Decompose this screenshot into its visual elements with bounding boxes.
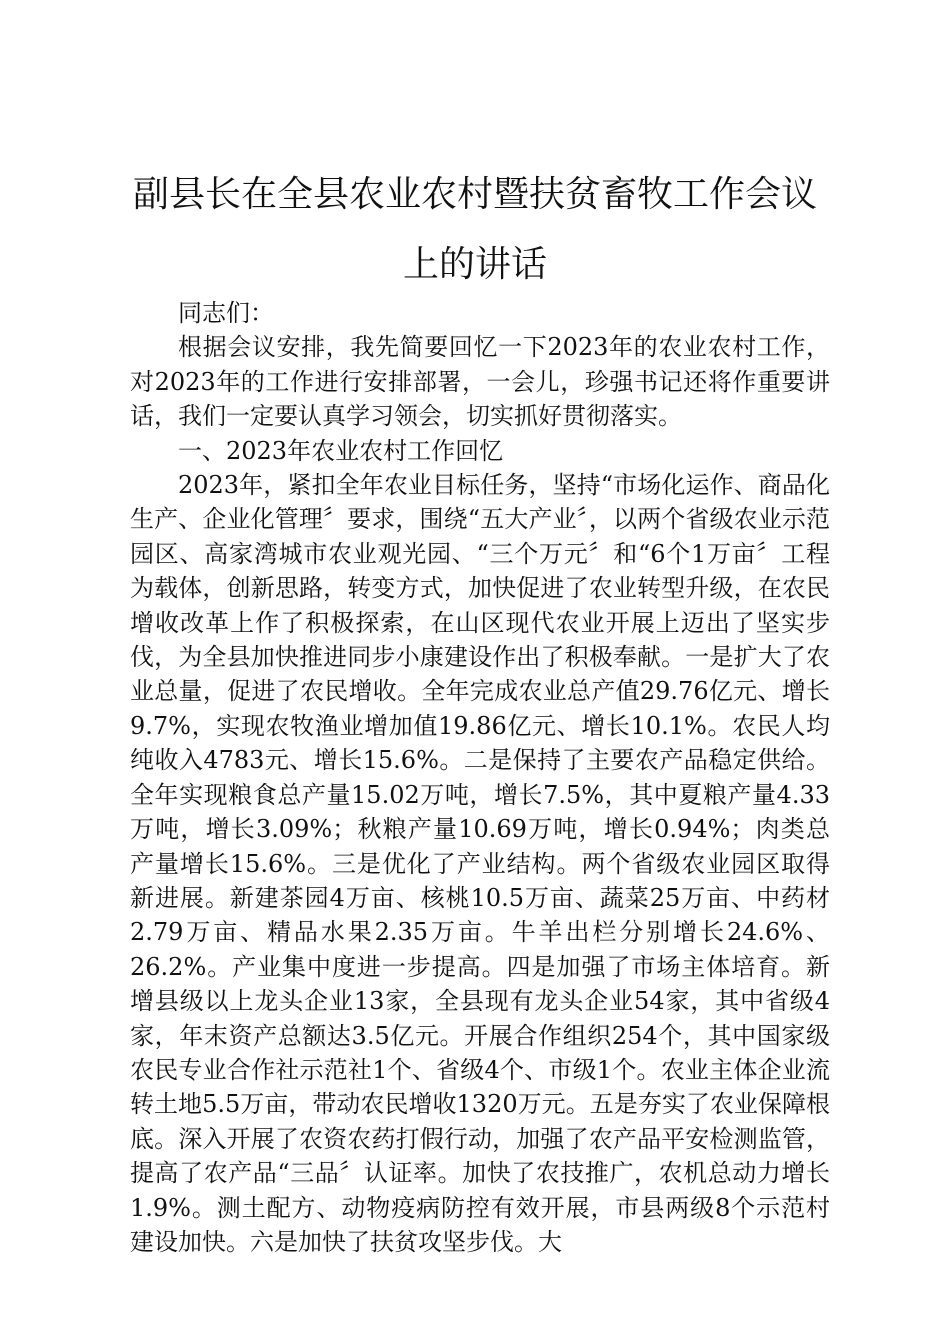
document-body: [130, 296, 830, 1259]
salutation-paragraph: 同志们：: [178, 299, 274, 327]
intro-paragraph: 根据会议安排，我先简要回忆一下2023年的农业农村工作，对2023年的工作进行安排部署，一会儿，珍强书记还将作重要讲话，我们一定要认真学习领会，切实抓好贯彻落实。: [130, 333, 830, 431]
document-title: 副县长在全县农业农村暨扶贫畜牧工作会议上的讲话: [132, 174, 817, 285]
section-heading: 一、2023年农业农村工作回忆: [178, 436, 504, 465]
review-paragraph: 2023年，紧扣全年农业目标任务，坚持“市场化运作、商品化生产、企业化管理〞要求，围绕“五大产业〞，以两个省级农业示范园区、高家湾城市农业观光园、“三个万元〞和“6个1万亩〞工程为载体，创新思路，转变方式，加快促进了农业转型升级，在农民增收改革上作了积极探索，在山区现代农业开展上迈出了坚实步伐，为全县加快推进同步小康建设作出了积极奉献。一是扩大了农业总量，促进了农民增收。全年完成农业总产值29.76亿元、增长9.7%，实现农牧渔业增加值19.86亿元、增长10.1%。农民人均纯收入4783元、增长15.6%。二是保持了主要农产品稳定供给。全年实现粮食总产量15.02万吨，增长7.5%，其中夏粮产量4.33万吨，增长3.09%；秋粮产量10.69万吨，增长0.94%；肉类总产量增长15.6%。三是优化了产业结构。两个省级农业园区取得新进展。新建茶园4万亩、核桃10.5万亩、蔬菜25万亩、中药材2.79万亩、精品水果2.35万亩。牛羊出栏分别增长24.6%、26.2%。产业集中度进一步提高。四是加强了市场主体培育。新增县级以上龙头企业13家，全县现有龙头企业54家，其中省级4家，年末资产总额达3.5亿元。开展合作组织254个，其中国家级农民专业合作社示范社1个、省级4个、市级1个。农业主体企业流转土地5.5万亩，带动农民增收1320万元。五是夯实了农业保障根底。深入开展了农资农药打假行动，加强了农产品平安检测监管，提高了农产品“三品〞认证率。加快了农技推广，农机总动力增长1.9%。测土配方、动物疫病防控有效开展，市县两级8个示范村建设加快。六是加快了扶贫攻坚步伐。大: [130, 471, 830, 1256]
